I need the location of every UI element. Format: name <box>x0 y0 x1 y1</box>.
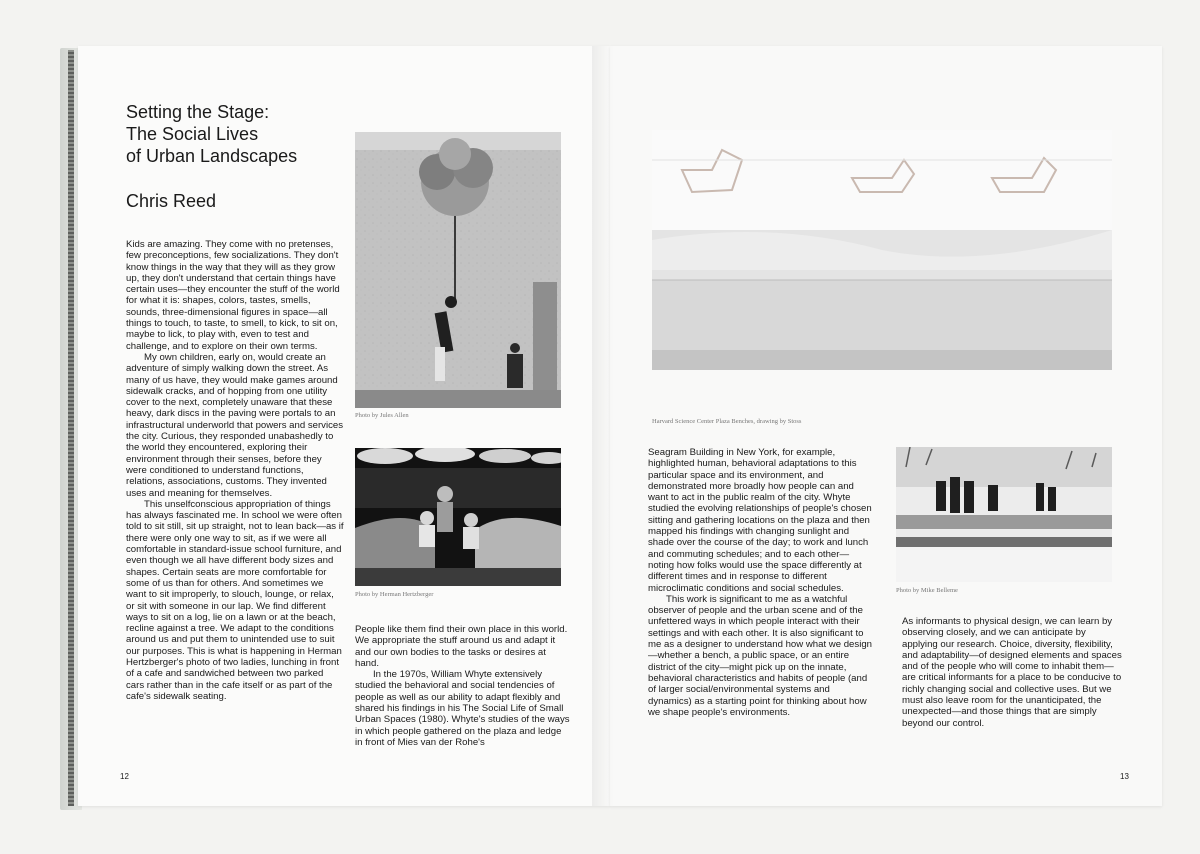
right-page <box>610 46 1162 806</box>
body-column-left <box>126 239 344 702</box>
cafe-illustration <box>355 448 561 586</box>
bench-drawing-illustration <box>652 130 1112 370</box>
photo-caption: Photo by Mike Belleme <box>896 587 958 594</box>
book-spine <box>68 50 74 806</box>
body-column-right-2 <box>902 616 1124 729</box>
tree-wall-illustration <box>355 132 561 408</box>
paragraph: My own children, early on, would create an adventure of simply walking down the street. As many of us have, they would make games around sidewalk cracks, and of hopping from one utility cover to the next, completely unaware that these heavy, dark discs in the paving were portals to an infrastructural underworld that powers and services the city. Curious, they responded unabashedly to the world they encountered, exploring their environment through their senses, before they were conditioned to understand functions, relations, associations, customs. They invented uses and meaning for themselves. <box>126 351 344 499</box>
paragraph: This work is significant to me as a watchful observer of people and the urban scene and of the unfettered ways in which people interact with their settings and with each other. It is also significant to me as a designer to understand how what we design—whether a bench, a public space, or an entire district of the city—might pick up on the innate, behavioral characteristics and habits of people (and of larger social/environmental systems and dynamics) as a starting point for thinking about how we shape people's environments. <box>648 593 872 718</box>
author-name: Chris Reed <box>126 191 217 211</box>
paragraph: Seagram Building in New York, for example, highlighted human, behavioral adaptations to this particular space and its environment, and demonstrated more broadly how people can and want to act in the public realm of the city. Whyte studied the evolving relationships of people's chosen sitting and gathering locations on the plaza and then mapped his findings with changing sunlight and shade over the course of the day; to work and lunch and commuting schedules; and to each other—noting how folks would use the space differently at different times and in response to different microclimatic conditions and social schedules. <box>648 447 872 594</box>
title-line: The Social Lives <box>126 124 259 144</box>
body-column-middle <box>355 624 571 748</box>
page-number-left: 12 <box>120 772 129 781</box>
photo-cafe-ladies <box>355 448 561 586</box>
paragraph: This unselfconscious appropriation of things has always fascinated me. In school we were often told to sit still, sit up straight, not to lean back—as if there were only one way to sit, as if we were all comfortable in standard-issue school furniture, and even though we all have different body sizes and shapes. Certain seats are more comfortable for some of us than for others. And sometimes we want to sit improperly, to slouch, lounge, or relax, or sit with someone in our lap. We find different ways to sit on a log, lie on a lawn or at the beach, recline against a tree. We adapt to the conditions around us and put them to unintended use to suit our purposes. This is what is happening in Herman Hertzberger's photo of two ladies, lunching in front of a cafe and sandwiched between two parked cars rather than in the cafe itself or as part of the cafe's sidewalk seating. <box>126 498 344 702</box>
photo-snow-plaza <box>896 447 1112 582</box>
photo-caption: Photo by Herman Hertzberger <box>355 591 434 598</box>
paragraph: As informants to physical design, we can learn by observing closely, and we can anticipate by applying our research. Choice, diversity, flexibility, and adaptability—of designed elements and spaces and of the people who will come to inhabit them—are critical informants for a place to be conducive to richly changing social and collective uses. But we must also leave room for the unanticipated, the unexpected—and those things that are simply beyond our control. <box>902 616 1122 729</box>
page-number-right: 13 <box>1120 772 1129 781</box>
paragraph: Kids are amazing. They come with no pretenses, few preconceptions, few socializations. They don't know things in the way that they will as they grow up, they don't understand that certain things have certain uses—they encounter the stuff of the world for what it is: shapes, colors, tastes, smells, sounds, three-dimensional figures in space—all things to touch, to taste, to smell, to kick, to sit on, maybe to lick, to play with, even to test and challenge, and to explore on their own terms. <box>126 239 340 352</box>
drawing-caption: Harvard Science Center Plaza Benches, drawing by Stoss <box>652 418 802 425</box>
photo-caption: Photo by Jules Allen <box>355 412 409 419</box>
photo-tree-wall <box>355 132 561 408</box>
left-page <box>78 46 610 806</box>
article-title <box>126 101 346 167</box>
paragraph: In the 1970s, William Whyte extensively studied the behavioral and social tendencies of people as well as our ability to adapt flexibly and shared his findings in his The Social Life of Small Urban Spaces (1980). Whyte's studies of the ways in which people gathered on the plaza and ledge in front of Mies van der Rohe's <box>355 669 570 748</box>
title-line: Setting the Stage: <box>126 102 270 122</box>
open-book <box>60 40 1170 810</box>
title-line: of Urban Landscapes <box>126 146 298 166</box>
snow-plaza-illustration <box>896 447 1112 582</box>
paragraph: People like them find their own place in this world. We appropriate the stuff around us and adapt it and our own bodies to the tasks or desires at hand. <box>355 624 568 669</box>
body-column-right-1 <box>648 447 873 718</box>
bench-drawing <box>652 130 1112 370</box>
